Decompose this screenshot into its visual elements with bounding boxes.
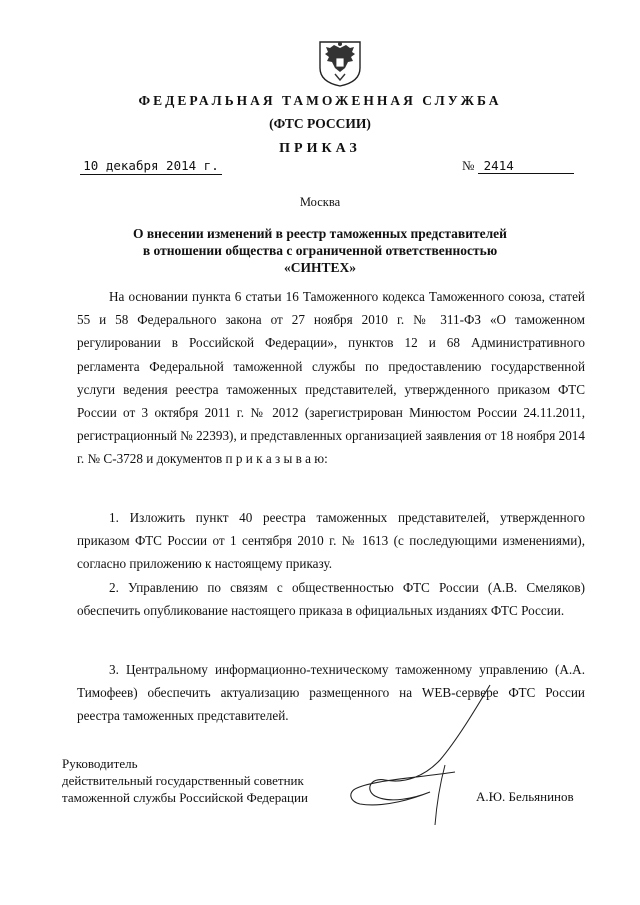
signatory-role-line-3: таможенной службы Российской Федерации	[62, 790, 308, 805]
title-line-2: в отношении общества с ограниченной ответственностью	[142, 243, 498, 258]
preamble-text: На основании пункта 6 статьи 16 Таможенного кодекса Таможенного союза, статей 55 и 58 Федерального закона от 27 ноября 2010 г. № 311-ФЗ «О таможенном регулировании в Российской Федерации», пунктов 12 и 68 Административного регламента Федеральной таможенной службы по предоставлению государственной услуги ведения реестра таможенных представителей, утвержденного приказом ФТС России от 3 октября 2011 г. № 2012 (зарегистрирован Минюстом России 24.11.2011, регистрационный № 22393), и представленных организацией заявления от 18 ноября 2014 г. № С-3728 и документов п р и к а з ы в а ю:	[77, 289, 585, 467]
order-date: 10 декабря 2014 г.	[80, 158, 222, 175]
city: Москва	[299, 195, 341, 209]
item-1-text: 1. Изложить пункт 40 реестра таможенных представителей, утвержденного приказом ФТС России от 1 сентября 2010 г. № 1613 (с последующими изменениями), согласно приложению к настоящему приказу.	[77, 510, 585, 572]
double-headed-eagle-icon	[318, 38, 362, 88]
number-sign: №	[462, 158, 475, 173]
item-2-paragraph	[77, 576, 585, 622]
agency-short-name: (ФТС РОССИИ)	[269, 116, 371, 131]
title-line-1: О внесении изменений в реестр таможенных представителей	[133, 226, 507, 241]
document-type: ПРИКАЗ	[279, 141, 361, 156]
signatory-role-line-1: Руководитель	[62, 756, 138, 771]
item-1-paragraph	[77, 506, 585, 576]
document-title	[0, 225, 640, 276]
title-line-3: «СИНТЕХ»	[283, 260, 356, 275]
item-3-text: 3. Центральному информационно-техническому таможенному управлению (А.А. Тимофеев) обеспечить актуализацию размещенного на WEB-сервере ФТС России реестра таможенных представителей.	[77, 662, 585, 724]
handwritten-signature-icon	[345, 680, 525, 830]
signatory-title	[62, 755, 308, 806]
order-number: 2414	[478, 158, 574, 174]
order-number-block	[462, 158, 584, 174]
signatory-name: А.Ю. Бельянинов	[476, 789, 574, 804]
item-2-text: 2. Управлению по связям с общественностью ФТС России (А.В. Смеляков) обеспечить опубликование настоящего приказа в официальных изданиях ФТС России.	[77, 580, 585, 619]
signatory-role-line-2: действительный государственный советник	[62, 773, 304, 788]
preamble-paragraph	[77, 285, 585, 471]
agency-name: ФЕДЕРАЛЬНАЯ ТАМОЖЕННАЯ СЛУЖБА	[138, 93, 502, 108]
